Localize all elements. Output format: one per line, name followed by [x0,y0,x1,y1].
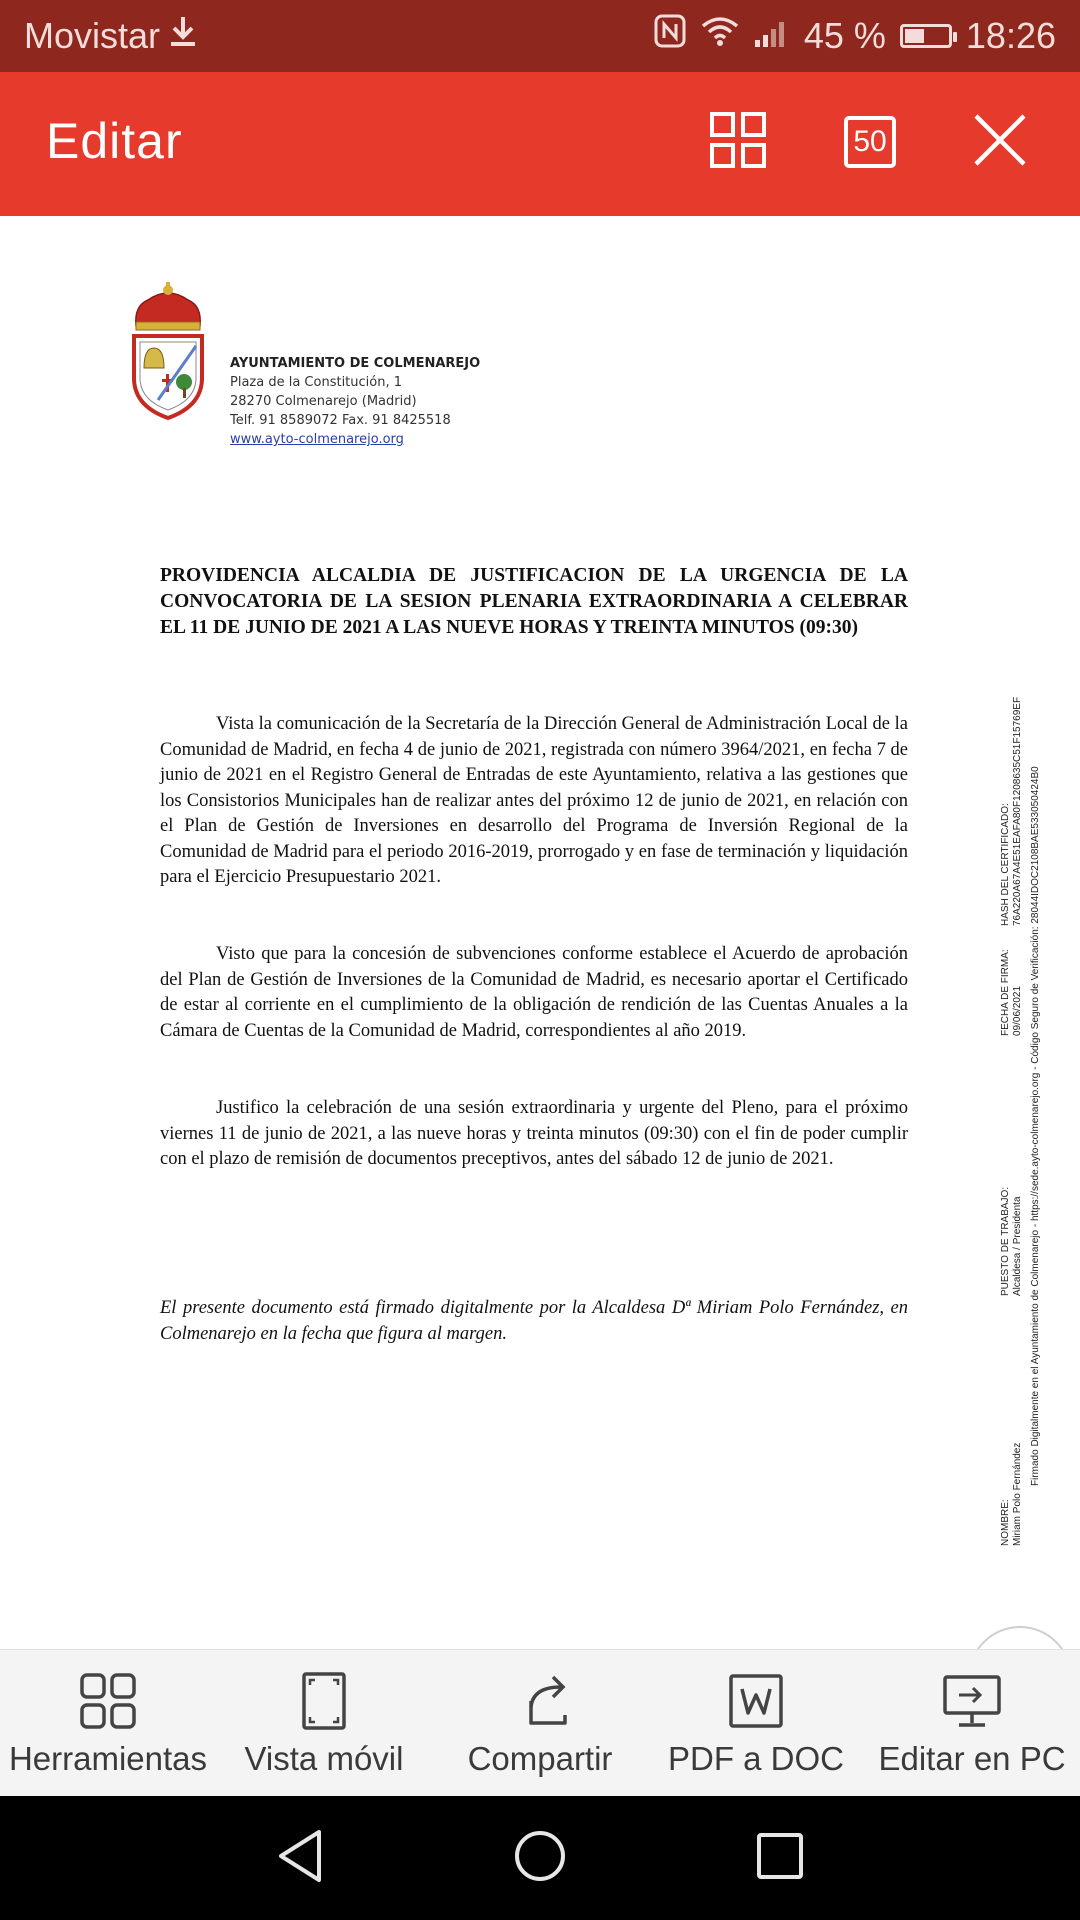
coat-of-arms-logo [128,413,208,432]
home-icon [512,1828,568,1888]
hash-value: 76A220A67A4E51EAFA80F1208635C51F15769EF [1012,696,1023,926]
back-icon [275,1828,325,1888]
grid-view-icon [709,111,767,173]
puesto-value: Alcaldesa / Presidenta [1012,1196,1023,1296]
title-line: CONVOCATORIA DE LA SESION PLENARIA EXTRAORDINARIA A CELEBRAR [160,591,908,612]
org-address: Plaza de la Constitución, 1 [230,375,403,390]
battery-icon [900,24,952,48]
letterhead [128,278,481,447]
paragraph-2: Visto que para la concesión de subvenciones conforme establece el Acuerdo de aprobación del Plan de Gestión de Inversiones de la Comunidad de Madrid, es necesario aportar el Certificado de estar al corriente en el cumplimiento de la obligación de rendición de las Cuentas Anuales a la Cámara de Cuentas de la Comunidad de Madrid, correspondientes al año 2019. [160,944,908,1041]
edit-on-pc-button[interactable] [864,1650,1080,1797]
navigation-bar [0,1796,1080,1920]
signature-footer: Firmado Digitalmente en el Ayuntamiento de Colmenarejo - https://sede.ayto-colmenarejo.org - Código Seguro de Verificación: 28044IDOC2108BAE533050424B0 [1030,766,1041,1486]
word-icon [728,1670,784,1732]
org-name: AYUNTAMIENTO DE COLMENAREJO [230,356,481,371]
battery-level-fill [905,29,924,43]
share-button[interactable] [432,1650,648,1797]
grid-view-button[interactable] [706,110,770,174]
wifi-icon [700,14,740,57]
letterhead-text [230,354,480,449]
mobile-view-label: Vista móvil [244,1740,404,1777]
nombre-label: NOMBRE: [1000,1499,1011,1546]
battery-percent: 45 % [803,14,886,56]
org-website-link[interactable]: www.ayto-colmenarejo.org [230,432,404,447]
org-phone: Telf. 91 8589072 Fax. 91 8425518 [230,413,451,428]
signature-note: El presente documento está firmado digitalmente por la Alcaldesa Dª Miriam Polo Fernández, en Colmenarejo en la fecha que figura al margen. [160,1298,908,1344]
share-label: Compartir [467,1740,613,1777]
close-button[interactable] [968,110,1032,174]
clock: 18:26 [965,14,1056,56]
bottom-toolbar [0,1649,1080,1797]
edit-on-pc-label: Editar en PC [878,1740,1066,1777]
document-viewer[interactable] [0,216,1080,1649]
paragraph-1: Vista la comunicación de la Secretaría de la Dirección General de Administración Local de la Comunidad de Madrid, en fecha 4 de junio de 2021, registrada con número 3964/2021, en fecha 7 de junio de 2021 en el Registro General de Entradas de este Ayuntamiento, relativa a las gestiones que los Consistorios Municipales han de realizar antes del próximo 12 de junio de 2021, en relación con el Plan de Gestión de Inversiones en desarrollo del Programa de Inversión Regional de la Comunidad de Madrid para el periodo 2016-2019, prorrogado y en fase de terminación y liquidación para el Ejercicio Presupuestario 2021. [160,714,908,887]
puesto-label: PUESTO DE TRABAJO: [1000,1186,1011,1296]
fecha-label: FECHA DE FIRMA: [1000,949,1011,1036]
mobile-view-icon [301,1670,347,1732]
mobile-view-button[interactable] [216,1650,432,1797]
nfc-icon [654,14,686,57]
page-title: Editar [46,113,183,169]
recents-button[interactable] [748,1826,812,1890]
pdf-to-doc-label: PDF a DOC [667,1740,845,1777]
title-line: EL 11 DE JUNIO DE 2021 A LAS NUEVE HORAS Y TREINTA MINUTOS (09:30) [160,617,858,638]
carrier-label: Movistar [24,14,161,56]
fecha-value: 09/06/2021 [1012,985,1023,1036]
pc-icon [941,1670,1003,1732]
document-title [160,563,908,641]
app-bar [0,72,1080,216]
back-button[interactable] [268,1826,332,1890]
tools-button[interactable] [0,1650,216,1797]
title-line: PROVIDENCIA ALCALDIA DE JUSTIFICACION DE LA URGENCIA DE LA [160,565,908,586]
signal-icon [754,15,790,57]
tools-label: Herramientas [8,1740,208,1777]
pdf-to-doc-button[interactable] [648,1650,864,1797]
download-icon [168,14,198,57]
org-city: 28270 Colmenarejo (Madrid) [230,394,417,409]
page-number-button[interactable] [838,110,902,174]
share-icon [509,1670,571,1732]
close-icon [972,112,1028,172]
recents-icon [755,1831,805,1885]
nombre-value: Miriam Polo Fernández [1012,1442,1023,1546]
page-number-icon: 50 [844,116,896,168]
tools-icon [78,1670,138,1732]
hash-label: HASH DEL CERTIFICADO: [1000,803,1011,926]
home-button[interactable] [508,1826,572,1890]
paragraph-3: Justifico la celebración de una sesión extraordinaria y urgente del Pleno, para el próximo viernes 11 de junio de 2021, a las nueve horas y treinta minutos (09:30) con el fin de poder cumplir con el plazo de remisión de documentos preceptivos, antes del sábado 12 de junio de 2021. [160,1098,908,1169]
stamp-seal [968,1626,1072,1649]
status-bar [0,0,1080,72]
